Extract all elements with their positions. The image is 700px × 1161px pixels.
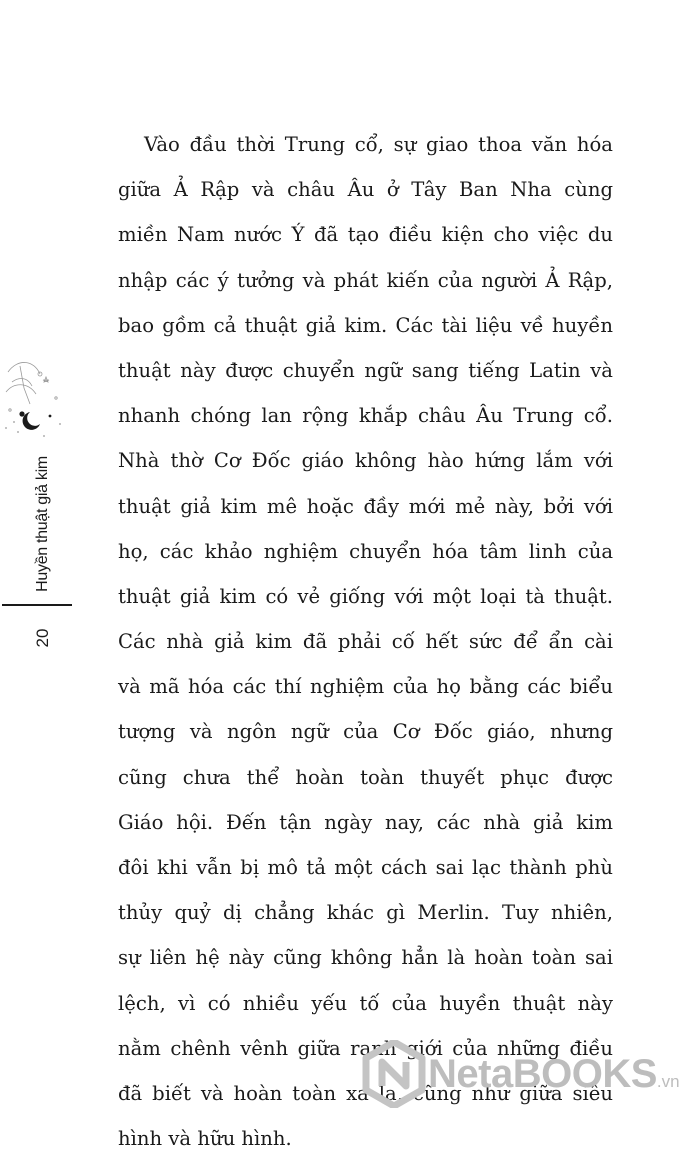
text-line: và mã hóa các thí nghiệm của họ bằng các biểu — [118, 675, 613, 699]
text-line: nhập các ý tưởng và phát kiến của người Ả Rập, — [118, 268, 613, 292]
text-line: thủy quỷ dị chẳng khác gì Merlin. Tuy nhiên, — [118, 901, 613, 925]
text-line: nhanh chóng lan rộng khắp châu Âu Trung cổ. — [118, 404, 613, 428]
text-line: Giáo hội. Đến tận ngày nay, các nhà giả kim — [118, 810, 613, 834]
text-line: thuật này được chuyển ngữ sang tiếng Latin và — [118, 358, 613, 382]
text-line: Nhà thờ Cơ Đốc giáo không hào hứng lắm với — [118, 449, 613, 473]
text-line: thuật giả kim có vẻ giống với một loại tà thuật. — [118, 584, 613, 608]
text-line: thuật giả kim mê hoặc đầy mới mẻ này, bởi với — [118, 494, 613, 518]
text-line: giữa Ả Rập và châu Âu ở Tây Ban Nha cùng — [118, 178, 613, 202]
text-line: đôi khi vẫn bị mô tả một cách sai lạc thành phù — [118, 856, 613, 879]
text-line: họ, các khảo nghiệm chuyển hóa tâm linh của — [118, 539, 613, 563]
margin-divider — [2, 604, 72, 606]
text-line: cũng chưa thể hoàn toàn thuyết phục được — [118, 765, 613, 789]
running-book-title — [30, 450, 56, 598]
text-line: đã biết và hoàn toàn xa lạ, cũng như giữa siêu — [118, 1081, 613, 1105]
running-book-title-text: Huyền thuật giả kim — [34, 456, 51, 592]
text-line: lệch, vì có nhiều yếu tố của huyền thuật này — [118, 991, 613, 1015]
netabooks-logo-icon — [362, 1040, 426, 1108]
text-line: Các nhà giả kim đã phải cố hết sức để ẩn cài — [118, 630, 613, 654]
text-line: miền Nam nước Ý đã tạo điều kiện cho việc du — [118, 223, 613, 247]
body-paragraph — [118, 122, 613, 1161]
text-line: nằm chênh vênh giữa ranh giới của những điều — [118, 1036, 613, 1060]
text-line: hình và hữu hình. — [118, 1127, 292, 1151]
text-line: bao gồm cả thuật giả kim. Các tài liệu về huyền — [118, 313, 613, 337]
text-line: Vào đầu thời Trung cổ, sự giao thoa văn hóa — [144, 133, 613, 156]
watermark-brand: NetaBOOKS — [428, 1052, 657, 1096]
watermark-suffix: .vn — [656, 1072, 680, 1091]
text-line: sự liên hệ này cũng không hẳn là hoàn toàn sai — [118, 946, 613, 970]
page-number — [30, 618, 56, 658]
page-number-text: 20 — [33, 628, 52, 648]
text-line: tượng và ngôn ngữ của Cơ Đốc giáo, nhưng — [118, 720, 613, 744]
moon-star-ornament-icon — [0, 352, 70, 447]
watermark-text — [428, 1052, 680, 1097]
netabooks-watermark — [362, 1040, 692, 1110]
